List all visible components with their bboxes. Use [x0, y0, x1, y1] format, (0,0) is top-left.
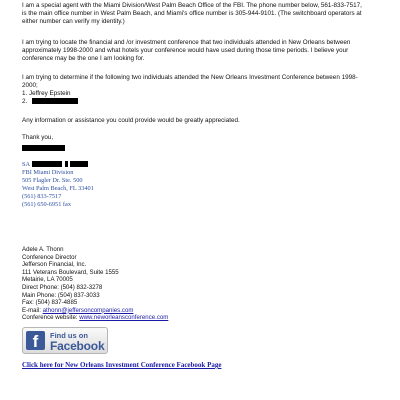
signature-fax: (561) 650-6951 fax — [22, 201, 71, 208]
email-link[interactable]: athonn@jeffersoncompanies.com — [42, 306, 134, 314]
list-item — [22, 98, 386, 106]
conference-contact — [22, 246, 168, 322]
request-line: 2000; — [22, 82, 38, 90]
contact-website-line — [22, 314, 168, 322]
facebook-badge-line2: Facebook — [50, 339, 105, 353]
closing-request: Any information or assistance you could provide would be greatly appreciated. — [22, 117, 240, 124]
redaction-bar — [22, 145, 65, 151]
contact-direct-phone: Direct Phone: (504) 832-3278 — [22, 283, 103, 291]
contact-title: Conference Director — [22, 253, 77, 261]
intro-line: either number can verify my identity.) — [22, 18, 125, 26]
contact-name: Adele A. Thonn — [22, 246, 64, 253]
fbi-signature — [22, 161, 94, 209]
redaction-bar — [32, 161, 62, 167]
website-label: Conference website: — [22, 314, 80, 322]
conference-line: I am trying to locate the financial and /or investment conference that two individuals attended in New Orleans between — [22, 39, 351, 46]
signature-name-line — [22, 161, 94, 169]
conference-line: conference may be the one I am looking for. — [22, 55, 145, 63]
facebook-badge-button[interactable] — [22, 327, 108, 354]
conference-paragraph — [22, 39, 386, 63]
signature-prefix: SA — [22, 161, 30, 168]
request-paragraph — [22, 74, 386, 106]
signature-city: West Palm Beach, FL 33401 — [22, 185, 94, 192]
contact-fax: Fax: (504) 837-4885 — [22, 299, 78, 307]
contact-main-phone: Main Phone: (504) 837-3033 — [22, 291, 100, 299]
redaction-bar — [65, 161, 68, 167]
list-number: 2. — [22, 98, 28, 106]
intro-line: I am a special agent with the Miami Division/West Palm Beach Office of the FBI. The phone number below, 561-833-7517, — [22, 2, 362, 9]
thank-you: Thank you, — [22, 134, 54, 141]
signature-address: 505 Flagler Dr. Ste. 500 — [22, 177, 83, 184]
facebook-badge-line1: Find us on — [50, 331, 88, 340]
intro-paragraph — [22, 2, 386, 26]
conference-line: approximately 1998-2000 and what hotels your conference would have used during those time periods. I believe your — [22, 47, 349, 55]
signature-office: FBI Miami Division — [22, 169, 74, 176]
intro-line: is the main office number in West Palm Beach, and Miami's office number is 305-944-9101. (The switchboard operators at — [22, 10, 362, 18]
website-link[interactable]: www.neworleansconference.com — [79, 314, 169, 322]
redaction-bar — [32, 98, 78, 104]
email-label: E-mail: — [22, 306, 43, 314]
list-item: 1. Jeffrey Epstein — [22, 90, 71, 98]
contact-street: 111 Veterans Boulevard, Suite 1555 — [22, 268, 119, 276]
contact-company: Jefferson Financial, Inc. — [22, 261, 87, 269]
request-line: I am trying to determine if the following two individuals attended the New Orleans Investment Conference between 1998- — [22, 74, 358, 81]
facebook-logo-icon: f — [26, 331, 45, 350]
contact-email-line — [22, 307, 168, 315]
contact-city: Metairie, LA 70005 — [22, 276, 73, 284]
redaction-bar — [70, 161, 88, 167]
facebook-page-link[interactable]: Click here for New Orleans Investment Conference Facebook Page — [22, 361, 222, 369]
signature-phone: (561) 833-7517 — [22, 193, 62, 200]
